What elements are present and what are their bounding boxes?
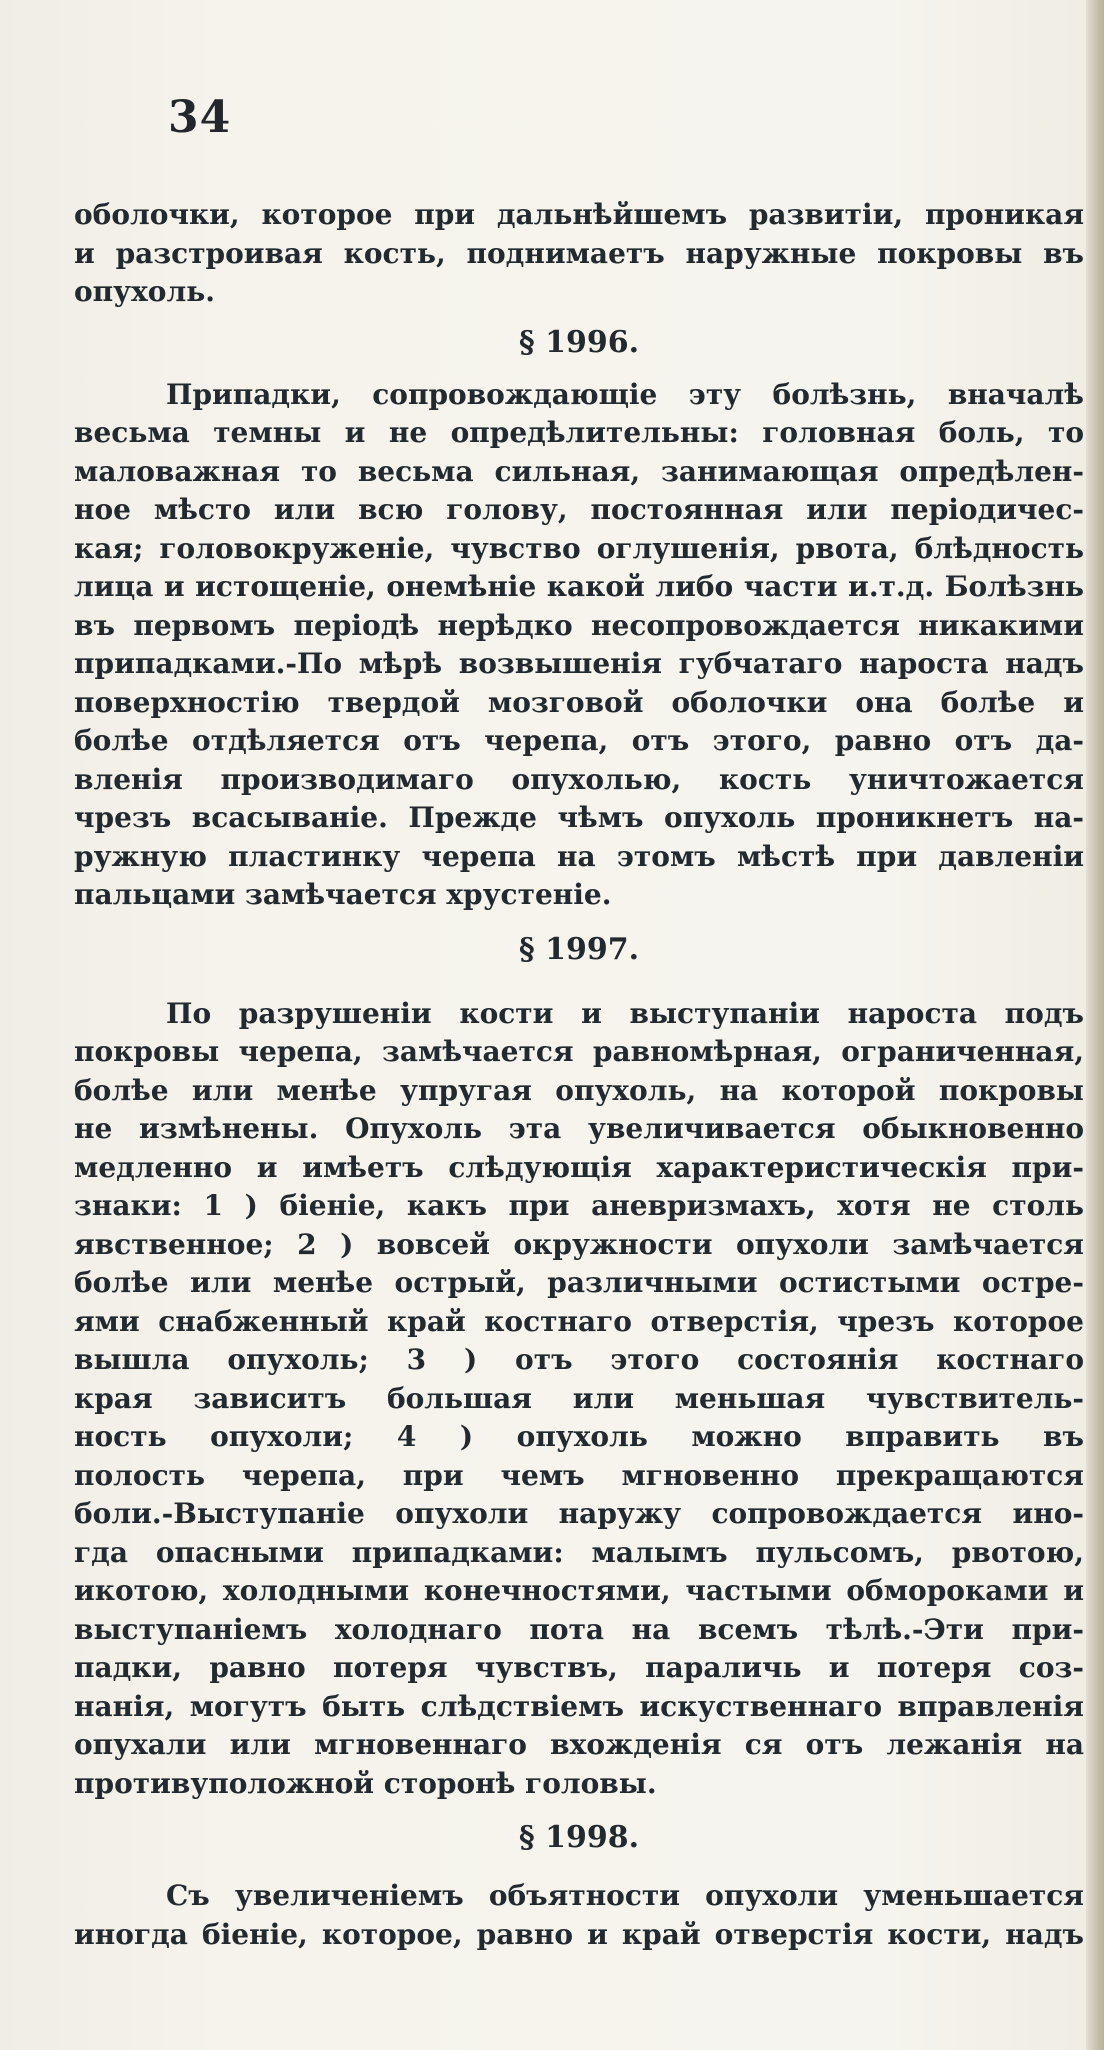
text-line: боли.-Выступаніе опухоли наружу сопровождается ино-: [74, 1497, 1084, 1530]
text-line: иногда біеніе, которое, равно и край отверстія кости, надъ: [74, 1917, 1084, 1951]
text-line: болѣе или менѣе острый, различными остистыми остре-: [74, 1266, 1084, 1299]
text-line: явственное; 2 ) вовсей окружности опухоли замѣчается: [74, 1227, 1084, 1261]
text-line: Припадки, сопровождающіе эту болѣзнь, вначалѣ: [166, 377, 1084, 411]
section-heading-1997: § 1997.: [518, 931, 640, 967]
text-line: опухоль.: [74, 275, 215, 308]
text-line: ями снабженный край костнаго отверстія, чрезъ которое: [74, 1304, 1084, 1338]
page-edge-shadow: [1086, 0, 1104, 2050]
text-line: маловажная то весьма сильная, занимающая опредѣлен-: [74, 454, 1084, 488]
text-line: выступаніемъ холоднаго пота на всемъ тѣлѣ.-Эти при-: [74, 1612, 1084, 1646]
text-line: края зависитъ большая или меньшая чувствитель-: [74, 1381, 1084, 1415]
section-heading-1996: § 1996.: [518, 324, 640, 360]
text-line: медленно и имѣетъ слѣдующія характеристическія при-: [74, 1150, 1084, 1184]
text-line: полость черепа, при чемъ мгновенно прекращаются: [74, 1458, 1084, 1492]
text-line: ность опухоли; 4 ) опухоль можно вправить въ: [74, 1420, 1084, 1453]
text-line: не измѣнены. Опухоль эта увеличивается обыкновенно: [74, 1112, 1084, 1145]
text-line: припадками.-По мѣрѣ возвышенія губчатаго нароста надъ: [74, 647, 1084, 680]
text-line: ружную пластинку черепа на этомъ мѣстѣ при давленіи: [74, 839, 1084, 873]
text-line: и разстроивая кость, поднимаетъ наружные покровы въ: [74, 236, 1084, 270]
text-line: весьма темны и не опредѣлительны: головная боль, то: [74, 416, 1084, 449]
section-heading-1998: § 1998.: [518, 1820, 640, 1855]
text-line: ное мѣсто или всю голову, постоянная или періодичес-: [74, 493, 1084, 526]
text-line: чрезъ всасываніе. Прежде чѣмъ опухоль проникнетъ на-: [74, 801, 1084, 834]
text-line: Съ увеличеніемъ объятности опухоли уменьшается: [166, 1879, 1084, 1912]
paragraph-1996: [74, 376, 1084, 915]
text-line: пальцами замѣчается хрустеніе.: [74, 878, 612, 911]
text-line: противуположной сторонѣ головы.: [74, 1766, 657, 1800]
text-line: вышла опухоль; 3 ) отъ этого состоянія костнаго: [74, 1343, 1084, 1376]
text-line: лица и истощеніе, онемѣніе какой либо части и.т.д. Болѣзнь: [74, 570, 1084, 603]
paragraph-1997: [74, 995, 1084, 1804]
text-line: болѣе отдѣляется отъ черепа, отъ этого, равно отъ да-: [74, 724, 1084, 757]
text-line: знаки: 1 ) біеніе, какъ при аневризмахъ, хотя не столь: [74, 1189, 1084, 1222]
paragraph-continuation: [74, 196, 1084, 312]
text-line: въ первомъ періодѣ нерѣдко несопровождается никакими: [74, 608, 1084, 642]
text-line: болѣе или менѣе упругая опухоль, на которой покровы: [74, 1073, 1084, 1107]
page-text: [74, 196, 1084, 1954]
text-line: покровы черепа, замѣчается равномѣрная, ограниченная,: [74, 1035, 1084, 1068]
text-line: оболочки, которое при дальнѣйшемъ развитіи, проникая: [74, 198, 1084, 231]
text-line: опухали или мгновеннаго вхожденія ся отъ лежанія на: [74, 1728, 1084, 1761]
text-line: кая; головокруженіе, чувство оглушенія, рвота, блѣдность: [74, 531, 1084, 565]
text-line: поверхностію твердой мозговой оболочки она болѣе и: [74, 685, 1084, 719]
page-number: 34: [168, 92, 232, 143]
text-line: падки, равно потеря чувствъ, параличь и потеря соз-: [74, 1651, 1084, 1684]
text-line: гда опасными припадками: малымъ пульсомъ, рвотою,: [74, 1535, 1084, 1569]
text-line: икотою, холодными конечностями, частыми обмороками и: [74, 1574, 1084, 1607]
text-line: нанія, могутъ быть слѣдствіемъ искуственнаго вправленія: [74, 1689, 1084, 1723]
text-line: По разрушеніи кости и выступаніи нароста подъ: [166, 996, 1084, 1030]
text-line: вленія производимаго опухолью, кость уничтожается: [74, 762, 1084, 796]
paragraph-1998: [74, 1877, 1084, 1954]
